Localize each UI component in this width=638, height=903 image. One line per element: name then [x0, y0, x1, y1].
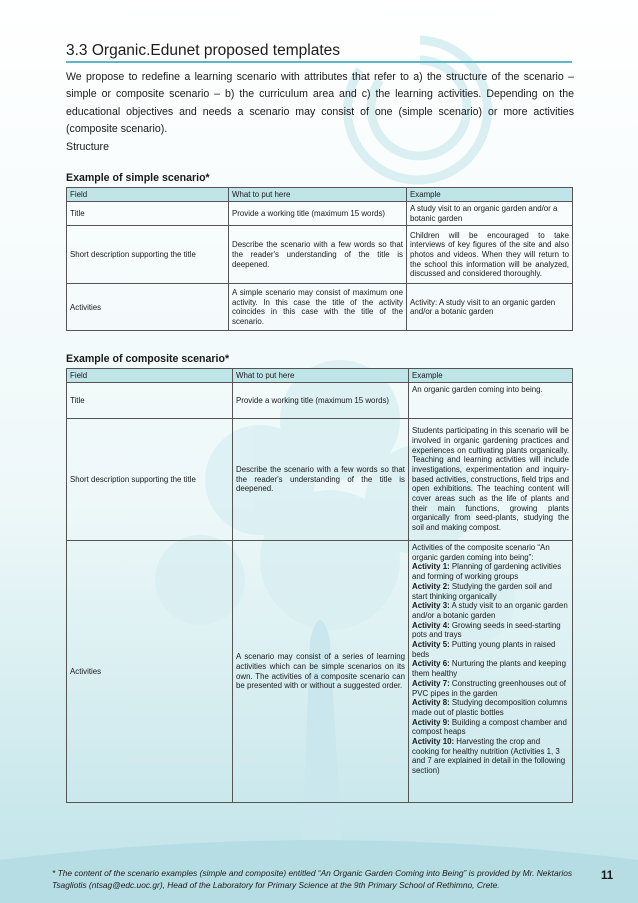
composite-scenario-label: Example of composite scenario*	[66, 353, 230, 365]
activity-text: A study visit to an organic garden and/or a botanic garden	[412, 601, 568, 620]
activity-label: Activity 2:	[412, 581, 450, 591]
example-cell: Students participating in this scenario will be involved in organic gardening practices and experiences on cultivating plants organically. Teaching and learning activities will include investigations, experimentation and inquiry-based activities, constructions, field trips and open exhibitions. The teaching content will cover areas such as the life of plants and their main functions, growing plants organically from seed-plants, studying the soil and making compost.	[409, 419, 573, 541]
activity-text: Planning of gardening activities and forming of working groups	[412, 562, 562, 582]
activity-text: Constructing greenhouses out of PVC pipes in the garden	[412, 678, 566, 698]
list-item	[412, 659, 569, 678]
table-header-row	[67, 369, 573, 383]
field-cell: Activities	[67, 284, 229, 331]
what-cell: A simple scenario may consist of maximum one activity. In this case the title of the activity coincides in this case with the title of the scenario.	[229, 284, 407, 331]
intro-paragraph: We propose to redefine a learning scenario with attributes that refer to a) the structure of the scenario – simple or composite scenario – b) the curriculum area and c) the learning activities. Depending on the educational objectives and needs a scenario may consist of one (simple scenario) or more activities (composite scenario).	[66, 71, 574, 136]
activity-text: Nurturing the plants and keeping them healthy	[412, 659, 566, 679]
structure-label: Structure	[66, 140, 109, 153]
table-header-row	[67, 188, 573, 202]
header-what: What to put here	[233, 369, 409, 383]
field-cell: Title	[67, 202, 229, 226]
list-item	[412, 679, 569, 698]
list-item	[412, 737, 569, 776]
header-field: Field	[67, 188, 229, 202]
activity-label: Activity 6:	[412, 659, 450, 669]
list-item	[412, 621, 569, 640]
activity-text: Building a compost chamber and compost heaps	[412, 717, 567, 737]
footnote: * The content of the scenario examples (simple and composite) entitled “An Organic Garden Coming into Being” is provided by Mr. Nektarios Tsagliotis (ntsag@edc.uoc.gr), Head of the Laboratory for Primary Science at the 9th Primary School of Rethimno, Crete.	[52, 868, 573, 890]
list-item	[412, 582, 569, 601]
example-cell: Children will be encouraged to take interviews of key figures of the site and also photos and videos. When they will return to the school this information will be analyzed, discussed and considered thoroughly.	[407, 226, 573, 284]
field-cell: Title	[67, 383, 233, 419]
what-cell: A scenario may consist of a series of learning activities which can be simple scenarios on its own. The activities of a composite scenario can be presented with or without a suggested order.	[233, 541, 409, 803]
table-row	[67, 383, 573, 419]
list-item	[412, 640, 569, 659]
list-item	[412, 698, 569, 717]
activity-label: Activity 1:	[412, 562, 450, 572]
table-row	[67, 541, 573, 803]
table-row	[67, 419, 573, 541]
list-item	[412, 601, 569, 620]
activities-example-cell	[409, 541, 573, 803]
what-cell: Describe the scenario with a few words so that the reader's understanding of the title is deepened.	[233, 419, 409, 541]
activity-text: Harvesting the crop and cooking for healthy nutrition (Activities 1, 3 and 7 are explained in detail in the following section)	[412, 737, 566, 776]
activity-label: Activity 5:	[412, 640, 450, 650]
activity-label: Activity 3:	[412, 601, 450, 611]
list-item	[412, 562, 569, 581]
field-cell: Short description supporting the title	[67, 419, 233, 541]
activity-label: Activity 10:	[412, 737, 455, 747]
activity-text: Studying decomposition columns made out of plastic bottles	[412, 698, 568, 717]
what-cell: Provide a working title (maximum 15 words)	[233, 383, 409, 419]
simple-scenario-table	[66, 187, 573, 331]
activity-text: Growing seeds in seed-starting pots and trays	[412, 620, 561, 640]
table-row	[67, 284, 573, 331]
header-field: Field	[67, 369, 233, 383]
activity-label: Activity 4:	[412, 620, 450, 630]
field-cell: Short description supporting the title	[67, 226, 229, 284]
heading-underline	[66, 61, 572, 63]
intro-text	[66, 69, 574, 156]
activity-label: Activity 9:	[412, 717, 450, 727]
example-cell: An organic garden coming into being.	[409, 383, 573, 419]
section-heading: 3.3 Organic.Edunet proposed templates	[66, 42, 341, 59]
activity-label: Activity 8:	[412, 698, 450, 708]
header-example: Example	[409, 369, 573, 383]
composite-scenario-table	[66, 368, 573, 803]
activity-label: Activity 7:	[412, 678, 450, 688]
table-row	[67, 226, 573, 284]
simple-scenario-label: Example of simple scenario*	[66, 172, 210, 184]
activity-text: Studying the garden soil and start thinking organically	[412, 581, 552, 601]
what-cell: Provide a working title (maximum 15 words)	[229, 202, 407, 226]
list-item	[412, 718, 569, 737]
activities-intro: Activities of the composite scenario “An organic garden coming into being”:	[412, 543, 550, 562]
header-what: What to put here	[229, 188, 407, 202]
table-row	[67, 202, 573, 226]
header-example: Example	[407, 188, 573, 202]
page-number: 11	[601, 870, 614, 882]
example-cell: Activity: A study visit to an organic garden and/or a botanic garden	[407, 284, 573, 331]
activity-text: Putting young plants in raised beds	[412, 640, 556, 659]
what-cell: Describe the scenario with a few words so that the reader's understanding of the title is deepened.	[229, 226, 407, 284]
example-cell: A study visit to an organic garden and/or a botanic garden	[407, 202, 573, 226]
field-cell: Activities	[67, 541, 233, 803]
